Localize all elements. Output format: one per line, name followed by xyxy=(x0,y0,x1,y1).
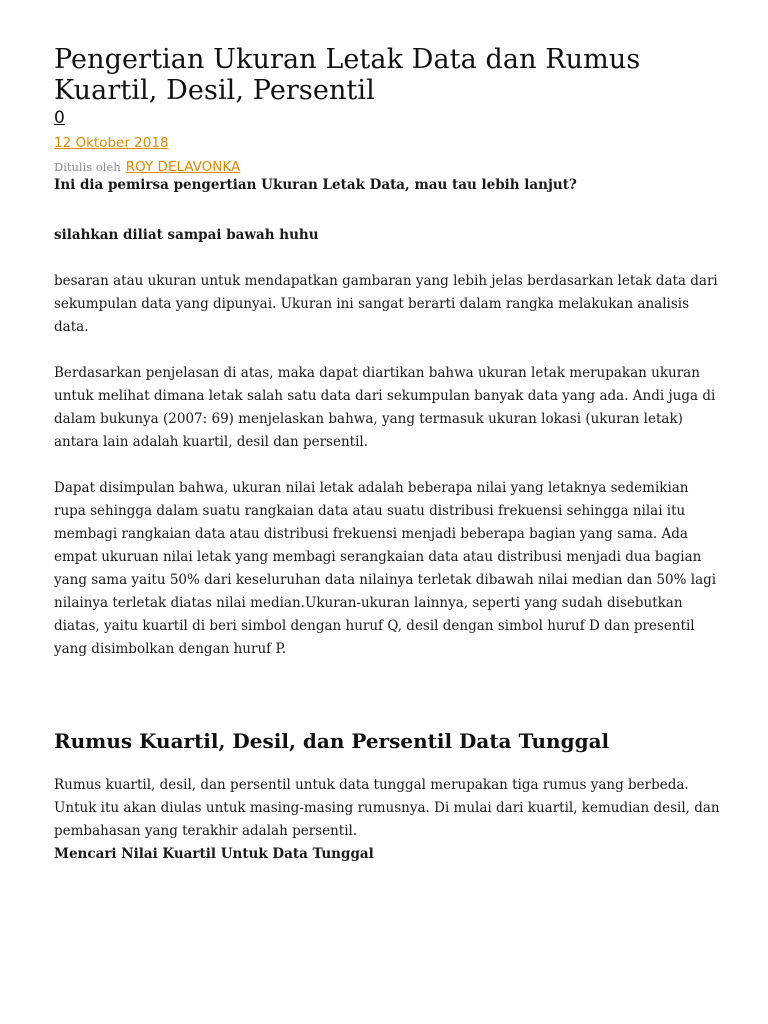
lead-text-2: silahkan diliat sampai bawah huhu xyxy=(54,227,319,243)
byline xyxy=(54,158,724,174)
article-title: Pengertian Ukuran Letak Data dan Rumus Kuartil, Desil, Persentil xyxy=(54,44,641,106)
byline-label: Ditulis oleh xyxy=(54,160,121,174)
article xyxy=(54,44,724,866)
paragraph-4: Rumus kuartil, desil, dan persentil untuk data tunggal merupakan tiga rumus yang berbeda. Untuk itu akan diulas untuk masing-masing rumusnya. Di mulai dari kuartil, kemudian desil, dan pembahasan yang terakhir adalah persentil. xyxy=(54,777,720,839)
section-heading: Rumus Kuartil, Desil, dan Persentil Data Tunggal xyxy=(54,729,610,753)
lead-text-1: Ini dia pemirsa pengertian Ukuran Letak Data, mau tau lebih lanjut? xyxy=(54,177,577,193)
paragraph-2: Berdasarkan penjelasan di atas, maka dapat diartikan bahwa ukuran letak merupakan ukuran untuk melihat dimana letak salah satu data dari sekumpulan banyak data yang ada. Andi juga di dalam bukunya (2007: 69) menjelaskan bahwa, yang termasuk ukuran lokasi (ukuran letak) antara lain adalah kuartil, desil dan persentil. xyxy=(54,365,716,450)
paragraph-1: besaran atau ukuran untuk mendapatkan gambaran yang lebih jelas berdasarkan letak data dari sekumpulan data yang dipunyai. Ukuran ini sangat berarti dalam rangka melakukan analisis data. xyxy=(54,273,718,335)
author-link[interactable]: ROY DELAVONKA xyxy=(125,159,241,175)
post-date-link[interactable]: 12 Oktober 2018 xyxy=(54,135,169,151)
comment-count-link[interactable]: 0 xyxy=(54,108,65,128)
subheading: Mencari Nilai Kuartil Untuk Data Tunggal xyxy=(54,846,374,862)
paragraph-3: Dapat disimpulan bahwa, ukuran nilai letak adalah beberapa nilai yang letaknya sedemikian rupa sehingga dalam suatu rangkaian data atau suatu distribusi frekuensi sehingga nilai itu membagi rangkaian data atau distribusi frekuensi menjadi beberapa bagian yang sama. Ada empat ukuruan nilai letak yang membagi serangkaian data atau distribusi menjadi dua bagian yang sama yaitu 50% dari keseluruhan data nilainya terletak dibawah nilai median dan 50% lagi nilainya terletak diatas nilai median.Ukuran-ukuran lainnya, seperti yang sudah disebutkan diatas, yaitu kuartil di beri simbol dengan huruf Q, desil dengan simbol huruf D dan presentil yang disimbolkan dengan huruf P. xyxy=(54,480,717,657)
